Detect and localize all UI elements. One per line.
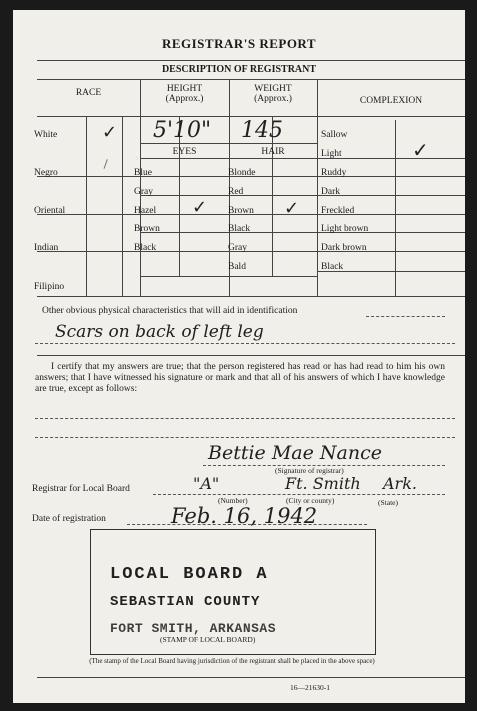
hair-bald: Bald	[228, 262, 246, 272]
complexion-light: Light	[321, 149, 342, 159]
weight-value: 145	[241, 118, 283, 143]
race-oriental: Oriental	[34, 206, 66, 216]
complexion-light-brown: Light brown	[321, 224, 369, 234]
complexion-freckled: Freckled	[321, 206, 355, 216]
eyes-header: EYES	[172, 147, 197, 157]
stamp-line-3: FORT SMITH, ARKANSAS	[110, 621, 277, 636]
eyes-blue: Blue	[134, 168, 152, 178]
number-caption: (Number)	[218, 496, 248, 505]
complexion-dark-brown: Dark brown	[321, 243, 367, 253]
stamp-footnote: (The stamp of the Local Board having jurisdiction of the registrant shall be placed in the above space)	[89, 657, 375, 665]
city-caption: (City or county)	[286, 496, 335, 505]
hair-brown-check: ✓	[284, 198, 300, 219]
hair-red: Red	[228, 187, 244, 197]
race-indian: Indian	[34, 243, 59, 253]
hair-black: Black	[228, 224, 251, 234]
section-subtitle: DESCRIPTION OF REGISTRANT	[161, 64, 317, 75]
local-board-label: Registrar for Local Board	[32, 484, 130, 494]
characteristics-value: Scars on back of left leg	[55, 322, 264, 342]
registration-date: Feb. 16, 1942	[171, 504, 318, 528]
eyes-hazel-check: ✓	[192, 197, 208, 218]
hair-brown: Brown	[228, 206, 254, 216]
complexion-black: Black	[321, 262, 344, 272]
local-board-number: "A"	[193, 474, 220, 493]
form-number: 16—21630-1	[290, 683, 330, 692]
stamp-line-2: SEBASTIAN COUNTY	[110, 594, 261, 610]
complexion-dark: Dark	[321, 187, 340, 197]
local-board-state: Ark.	[383, 474, 417, 493]
date-label: Date of registration	[32, 514, 106, 524]
complexion-light-check: ✓	[412, 138, 429, 162]
hair-gray: Gray	[228, 243, 247, 253]
hair-blonde: Blonde	[228, 168, 256, 178]
faint-mark	[104, 159, 114, 171]
race-white-check: ✓	[102, 122, 118, 143]
race-negro: Negro	[34, 168, 58, 178]
characteristics-label: Other obvious physical characteristics that will aid in identification	[42, 306, 298, 316]
race-white: White	[34, 130, 58, 140]
eyes-brown: Brown	[134, 224, 160, 234]
registrar-signature: Bettie Mae Nance	[208, 442, 382, 464]
certification-text: I certify that my answers are true; that the person registered has read or has had read to him his own answers; that I have witnessed his signature or mark and that all of his answers of which I have knowledge are true, except as follows:	[35, 362, 445, 394]
complexion-header: COMPLEXION	[359, 96, 423, 106]
eyes-black: Black	[134, 243, 157, 253]
complexion-ruddy: Ruddy	[321, 168, 347, 178]
stamp-caption: (STAMP OF LOCAL BOARD)	[160, 635, 256, 644]
signature-caption: (Signature of registrar)	[275, 466, 344, 475]
weight-header: WEIGHT	[254, 84, 292, 94]
hair-header: HAIR	[261, 147, 285, 157]
stamp-box	[90, 529, 376, 655]
registration-card	[13, 10, 465, 703]
height-value: 5'10"	[153, 118, 212, 143]
page-title: REGISTRAR'S REPORT	[161, 36, 317, 51]
height-approx: (Approx.)	[165, 94, 204, 104]
race-filipino: Filipino	[34, 282, 65, 292]
eyes-gray: Gray	[134, 187, 153, 197]
complexion-sallow: Sallow	[321, 130, 348, 140]
race-header: RACE	[75, 88, 102, 98]
stamp-line-1: LOCAL BOARD A	[110, 565, 269, 584]
local-board-city: Ft. Smith	[285, 474, 361, 493]
eyes-hazel: Hazel	[134, 206, 157, 216]
height-header: HEIGHT	[166, 84, 203, 94]
state-caption: (State)	[378, 498, 398, 507]
weight-approx: (Approx.)	[254, 94, 292, 104]
